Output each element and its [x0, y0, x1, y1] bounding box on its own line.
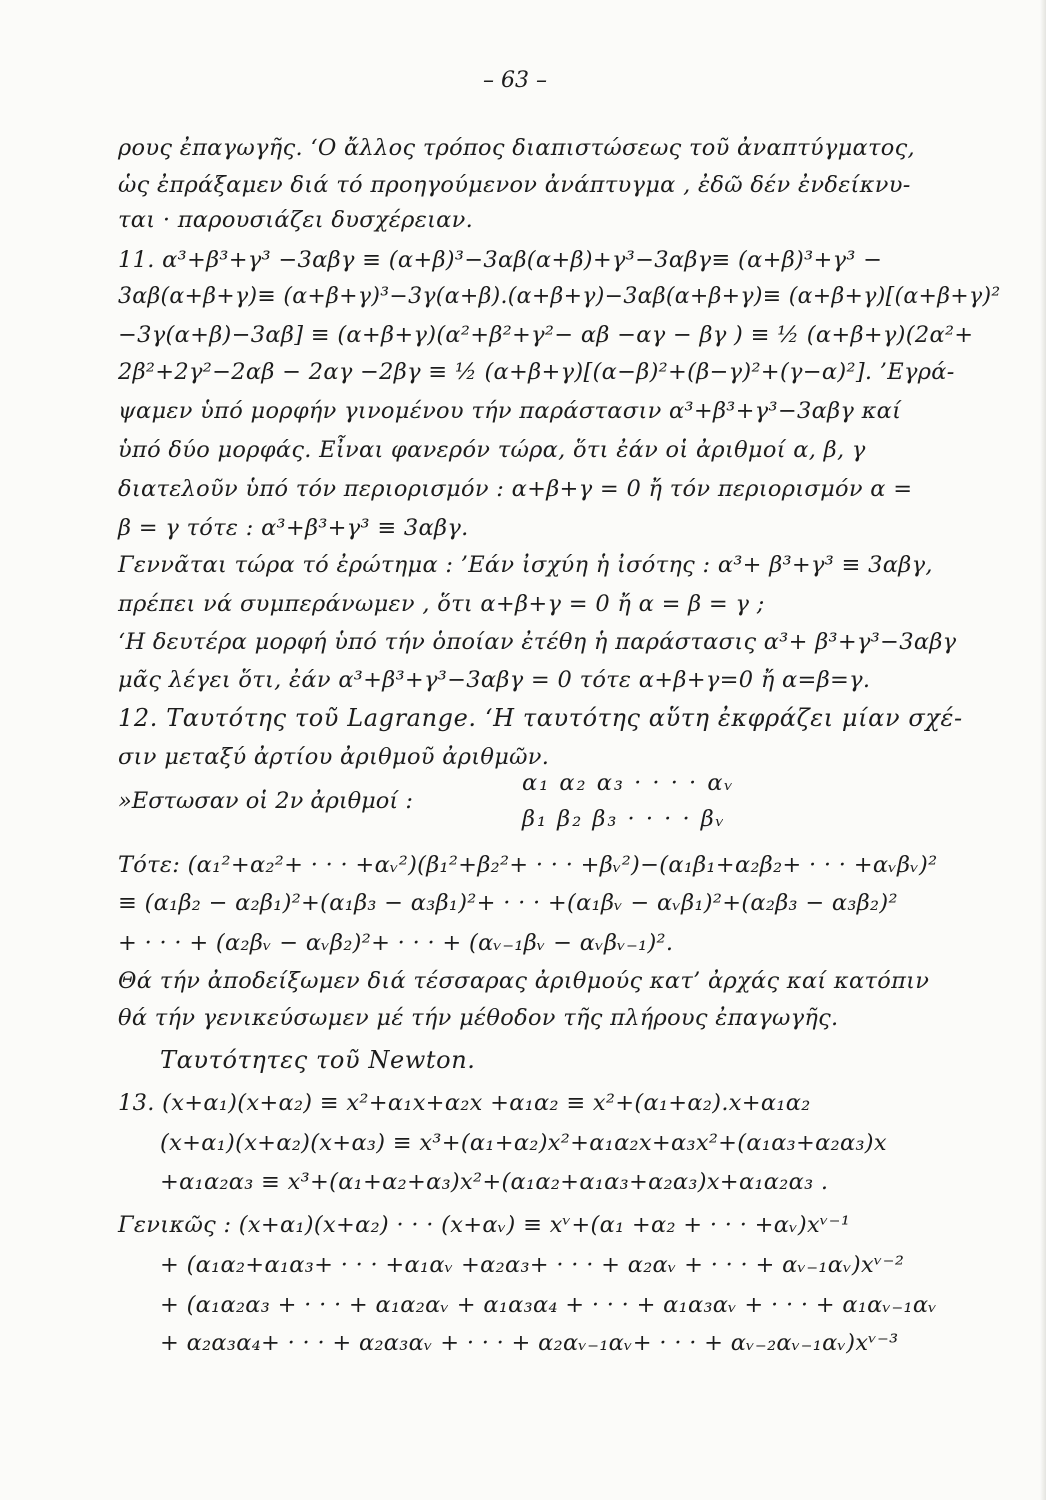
lagrange-line: ≡ (α₁β₂ − α₂β₁)²+(α₁β₃ − α₃β₁)²+ · · · +(α₁βᵥ − αᵥβ₁)²+(α₂β₃ − α₃β₂)²	[118, 890, 898, 916]
identity-11-line: −3γ(α+β)−3αβ] ≡ (α+β+γ)(α²+β²+γ²− αβ −αγ − βγ ) ≡ ½ (α+β+γ)(2α²+	[118, 322, 974, 348]
newton-line: +α₁α₂α₃ ≡ x³+(α₁+α₂+α₃)x²+(α₁α₂+α₁α₃+α₂α₃)x+α₁α₂α₃ .	[160, 1169, 829, 1195]
identity-11-line: 11. α³+β³+γ³ −3αβγ ≡ (α+β)³−3αβ(α+β)+γ³−3αβγ≡ (α+β)³+γ³ −	[118, 247, 883, 273]
text-line: θά τήν γενικεύσωμεν μέ τήν μέθοδον τῆς πλήρους ἐπαγωγῆς.	[118, 1005, 839, 1031]
page-edge-shadow	[1040, 0, 1046, 1500]
alpha-numbers-row: α₁ α₂ α₃ · · · · αᵥ	[522, 770, 735, 796]
text-line: ται · παρουσιάζει δυσχέρειαν.	[118, 207, 474, 233]
text-line: διατελοῦν ὑπό τόν περιορισμόν : α+β+γ = 0 ἤ τόν περιορισμόν α =	[118, 476, 913, 502]
text-line: ‘Η δευτέρα μορφή ὑπό τήν ὁποίαν ἐτέθη ἡ παράστασις α³+ β³+γ³−3αβγ	[118, 629, 957, 655]
text-line: σιν μεταξύ ἀρτίου ἀριθμοῦ ἀριθμῶν.	[118, 744, 550, 770]
identity-11-line: 3αβ(α+β+γ)≡ (α+β+γ)³−3γ(α+β).(α+β+γ)−3αβ(α+β+γ)≡ (α+β+γ)[(α+β+γ)²	[118, 284, 1001, 309]
section-12-heading: 12. Ταυτότης τοῦ Lagrange. ‘Η ταυτότης αὕτη ἐκφράζει μίαν σχέ-	[118, 704, 963, 732]
newton-line: (x+α₁)(x+α₂)(x+α₃) ≡ x³+(α₁+α₂)x²+α₁α₂x+α₃x²+(α₁α₃+α₂α₃)x	[160, 1130, 887, 1156]
text-line: β = γ τότε : α³+β³+γ³ ≡ 3αβγ.	[118, 515, 469, 541]
newton-general-line: + (α₁α₂α₃ + · · · + α₁α₂αᵥ + α₁α₃α₄ + · · · + α₁α₃αᵥ + · · · + α₁αᵥ₋₁αᵥ	[160, 1292, 938, 1318]
lagrange-line: + · · · + (α₂βᵥ − αᵥβ₂)²+ · · · + (αᵥ₋₁βᵥ − αᵥβᵥ₋₁)².	[118, 930, 674, 956]
identity-11-line: 2β²+2γ²−2αβ − 2αγ −2βγ ≡ ½ (α+β+γ)[(α−β)²+(β−γ)²+(γ−α)²]. ’Εγρά-	[118, 359, 955, 385]
text-line: Γεννᾶται τώρα τό ἐρώτημα : ’Εάν ἰσχύη ἡ ἰσότης : α³+ β³+γ³ ≡ 3αβγ,	[118, 552, 933, 578]
text-line: πρέπει νά συμπεράνωμεν , ὅτι α+β+γ = 0 ἤ α = β = γ ;	[118, 591, 765, 617]
text-line: ψαμεν ὑπό μορφήν γινομένου τήν παράστασιν α³+β³+γ³−3αβγ καί	[118, 398, 902, 424]
text-line: ρους ἐπαγωγῆς. ‘Ο ἄλλος τρόπος διαπιστώσεως τοῦ ἀναπτύγματος,	[118, 135, 915, 161]
newton-line: 13. (x+α₁)(x+α₂) ≡ x²+α₁x+α₂x +α₁α₂ ≡ x²+(α₁+α₂).x+α₁α₂	[118, 1090, 811, 1116]
newton-general-line: Γενικῶς : (x+α₁)(x+α₂) · · · (x+αᵥ) ≡ xᵛ+(α₁ +α₂ + · · · +αᵥ)xᵛ⁻¹	[118, 1212, 851, 1238]
text-line: ὑπό δύο μορφάς. Εἶναι φανερόν τώρα, ὅτι ἐάν οἱ ἀριθμοί α, β, γ	[118, 437, 866, 463]
text-line: μᾶς λέγει ὅτι, ἐάν α³+β³+γ³−3αβγ = 0 τότε α+β+γ=0 ἤ α=β=γ.	[118, 667, 871, 693]
newton-general-line: + (α₁α₂+α₁α₃+ · · · +α₁αᵥ +α₂α₃+ · · · + α₂αᵥ + · · · + αᵥ₋₁αᵥ)xᵛ⁻²	[160, 1252, 905, 1278]
page-number: – 63 –	[483, 68, 547, 93]
lagrange-line: Τότε: (α₁²+α₂²+ · · · +αᵥ²)(β₁²+β₂²+ · · · +βᵥ²)−(α₁β₁+α₂β₂+ · · · +αᵥβᵥ)²	[118, 852, 938, 878]
numbers-label: »Εστωσαν οἱ 2ν ἀριθμοί :	[118, 788, 413, 814]
beta-numbers-row: β₁ β₂ β₃ · · · · βᵥ	[522, 806, 727, 832]
newton-general-line: + α₂α₃α₄+ · · · + α₂α₃αᵥ + · · · + α₂αᵥ₋₁αᵥ+ · · · + αᵥ₋₂αᵥ₋₁αᵥ)xᵛ⁻³	[160, 1330, 899, 1356]
text-line: ὡς ἐπράξαμεν διά τό προηγούμενον ἀνάπτυγμα , ἐδῶ δέν ἐνδείκνυ-	[118, 172, 911, 198]
text-line: Θά τήν ἀποδείξωμεν διά τέσσαρας ἀριθμούς κατ’ ἀρχάς καί κατόπιν	[118, 968, 930, 994]
newton-heading: Ταυτότητες τοῦ Newton.	[160, 1046, 476, 1074]
